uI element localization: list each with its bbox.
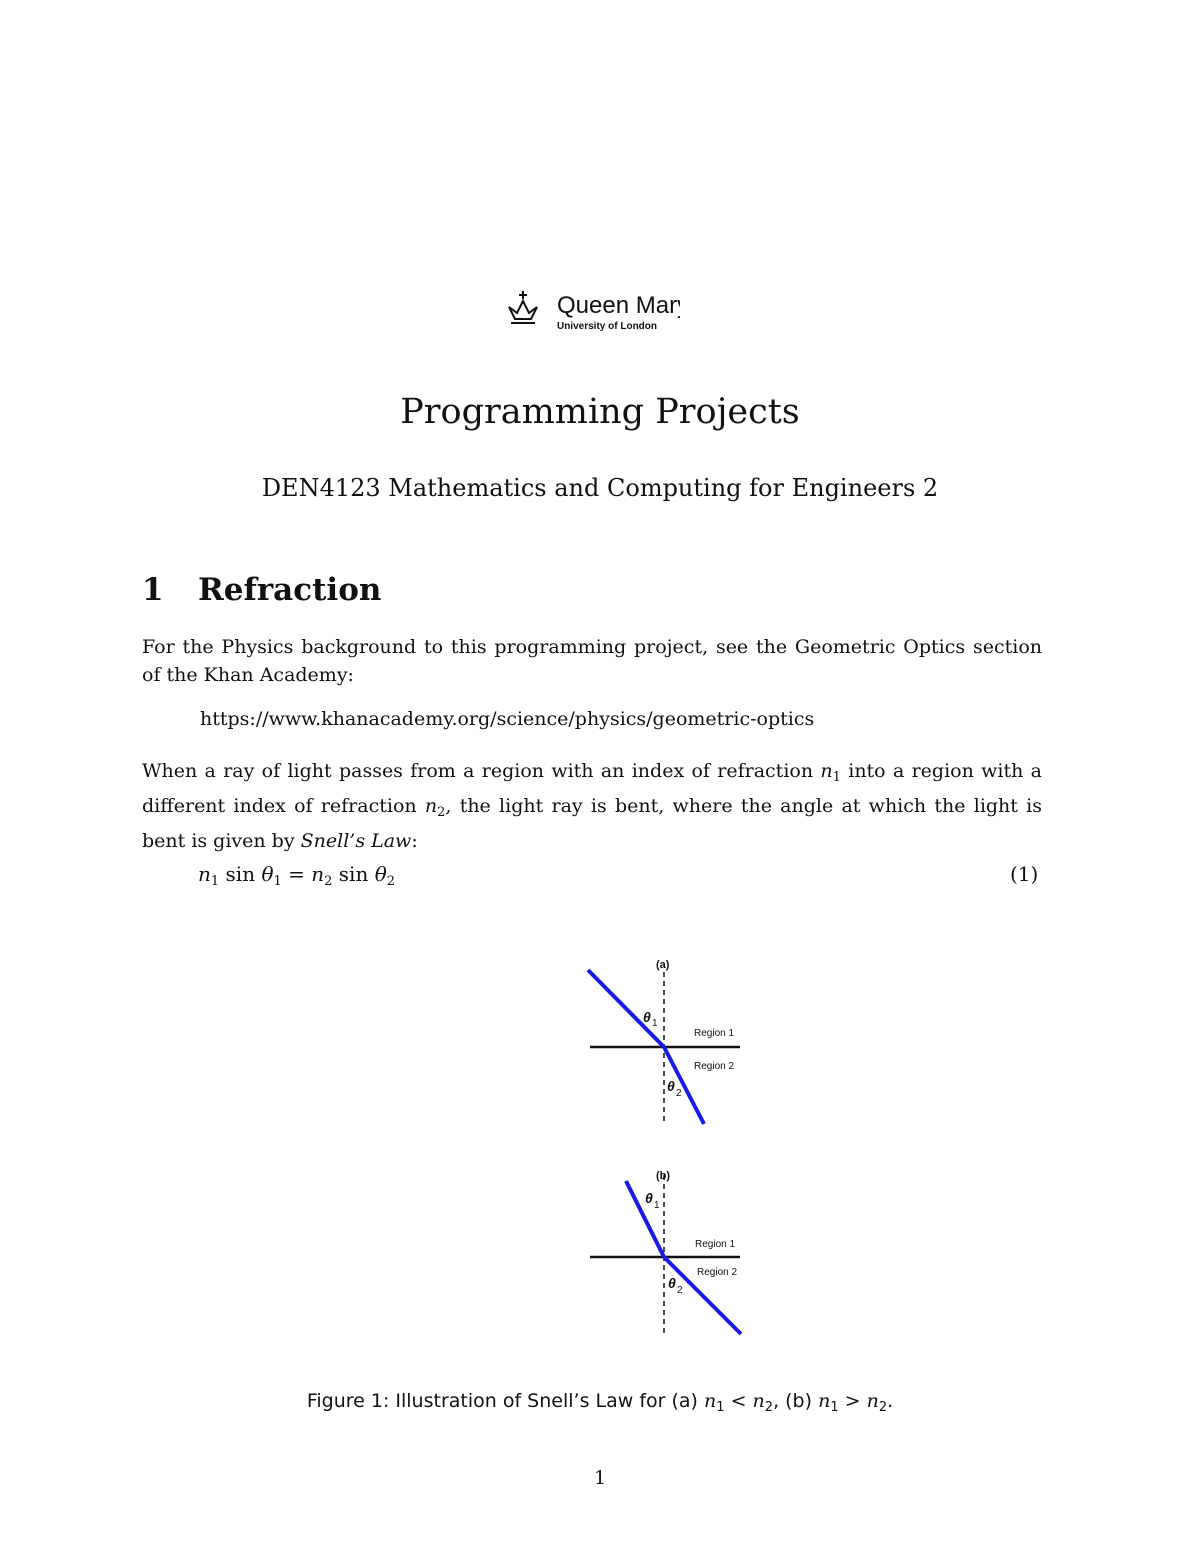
para2-text-2: into a region with a different index of refraction — [142, 760, 1042, 817]
theta1-sub: 1 — [654, 1200, 660, 1211]
para2-text-3: , the light ray is bent, where the angle at which the light is bent is given by — [142, 795, 1043, 852]
page-number: 1 — [593, 1467, 607, 1489]
caption-a-op: < — [724, 1390, 753, 1412]
intro-paragraph: For the Physics background to this programming project, see the Geometric Optics section of the Khan Academy: — [142, 636, 1042, 686]
theta2-label: θ — [668, 1275, 676, 1291]
figure-caption — [0, 1390, 1200, 1415]
snell-paragraph — [142, 757, 1042, 855]
eq-theta1-sub: 1 — [273, 874, 282, 889]
theta2-sub: 2 — [676, 1088, 682, 1099]
caption-mid: , (b) — [773, 1390, 819, 1412]
caption-a-n2: n — [752, 1390, 765, 1412]
para2-text-1: When a ray of light passes from a region with an index of refraction — [142, 760, 821, 782]
caption-b-n1-sub: 1 — [830, 1400, 839, 1415]
eq-sin-1: sin — [219, 862, 262, 886]
eq-n2: n — [311, 862, 325, 886]
logo-name: Queen Mary — [557, 292, 680, 319]
logo-tagline: University of London — [557, 321, 657, 332]
section-number: 1 — [142, 572, 164, 608]
section-heading — [142, 572, 381, 608]
document-title: Programming Projects — [400, 392, 800, 432]
region1-label: Region 1 — [694, 1028, 735, 1039]
symbol-n2: n — [424, 795, 438, 817]
theta1-sub: 1 — [652, 1018, 658, 1029]
eq-theta1: θ — [261, 862, 274, 886]
symbol-n1: n — [820, 760, 833, 782]
equation-number: (1) — [1010, 862, 1039, 886]
figure-a-label: (a) — [656, 959, 670, 971]
caption-b-n2: n — [866, 1390, 879, 1412]
snells-law-equation — [198, 862, 395, 889]
crown-icon — [505, 287, 680, 335]
incident-ray — [588, 970, 664, 1047]
eq-theta2-sub: 2 — [386, 874, 396, 889]
caption-a-n1: n — [704, 1390, 717, 1412]
caption-b-n2-sub: 2 — [878, 1400, 888, 1415]
eq-n2-sub: 2 — [324, 874, 333, 889]
theta2-label: θ — [667, 1078, 675, 1094]
figure-b — [580, 1165, 760, 1345]
snells-law-emphasis: Snell’s Law — [300, 830, 412, 852]
figure-b-label: (b) — [656, 1170, 671, 1182]
reference-url: https://www.khanacademy.org/science/physics/geometric-optics — [200, 708, 815, 730]
region1-label: Region 1 — [695, 1239, 736, 1250]
theta2-sub: 2 — [677, 1285, 683, 1296]
caption-b-n1: n — [818, 1390, 831, 1412]
eq-equals: = — [281, 862, 312, 886]
university-logo — [505, 287, 680, 335]
caption-text: Figure 1: Illustration of Snell’s Law for (a) — [306, 1390, 704, 1412]
caption-a-n2-sub: 2 — [764, 1400, 774, 1415]
caption-b-op: > — [838, 1390, 867, 1412]
region2-label: Region 2 — [697, 1267, 738, 1278]
theta1-label: θ — [643, 1009, 651, 1025]
theta1-label: θ — [645, 1190, 653, 1206]
symbol-n1-sub: 1 — [832, 770, 841, 785]
region2-label: Region 2 — [694, 1061, 735, 1072]
eq-n1: n — [198, 862, 211, 886]
symbol-n2-sub: 2 — [437, 805, 446, 820]
section-title: Refraction — [198, 572, 382, 608]
caption-end: . — [887, 1390, 894, 1412]
figure-a — [580, 950, 760, 1130]
eq-sin-2: sin — [332, 862, 375, 886]
document-subtitle: DEN4123 Mathematics and Computing for Engineers 2 — [261, 474, 939, 502]
caption-a-n1-sub: 1 — [716, 1400, 725, 1415]
eq-theta2: θ — [374, 862, 387, 886]
eq-n1-sub: 1 — [210, 874, 220, 889]
para2-text-4: : — [411, 830, 418, 852]
